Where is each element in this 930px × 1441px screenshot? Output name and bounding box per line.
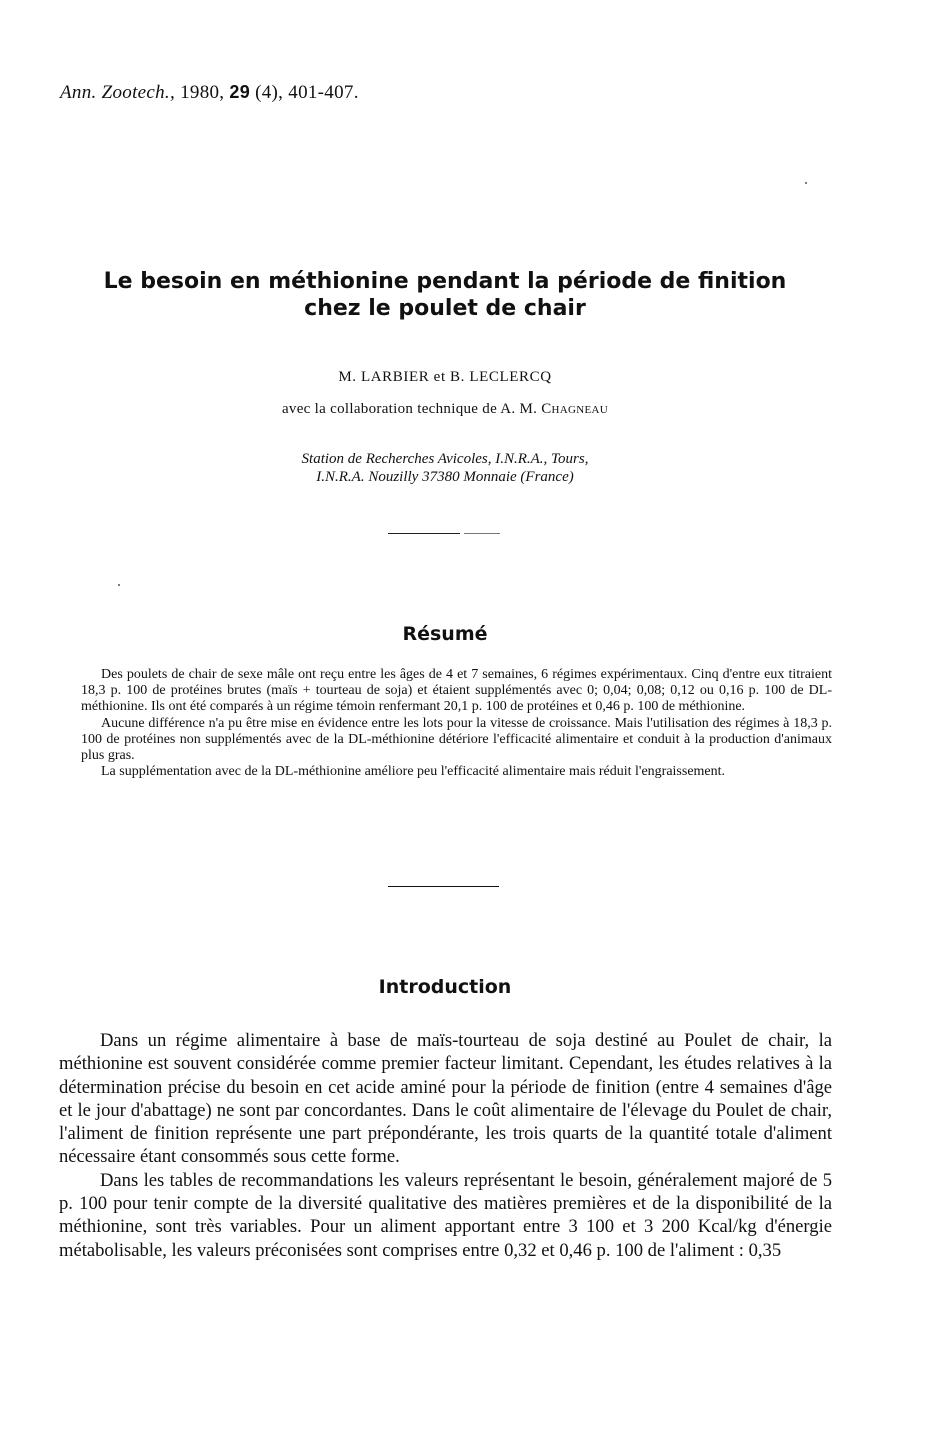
- affiliation: [0, 450, 890, 486]
- divider-rule: [388, 533, 460, 534]
- introduction-paragraph: Dans les tables de recommandations les valeurs représentant le besoin, généralement majoré de 5 p. 100 pour tenir compte de la diversité qualitative des matières premières et de la disponibilité de la méthionine, sont très variables. Pour un aliment apportant entre 3 100 et 3 200 Kcal/kg d'énergie métabolisable, les valeurs préconisées sont comprises entre 0,32 et 0,46 p. 100 de l'aliment : 0,35: [59, 1169, 832, 1261]
- paper-title: [60, 268, 830, 322]
- collaboration-line: [0, 401, 890, 418]
- journal-citation: [60, 82, 359, 104]
- abstract-body: [81, 667, 832, 780]
- scan-speck: [118, 584, 120, 586]
- introduction-body: [59, 1029, 832, 1262]
- collaborator-name: Chagneau: [541, 401, 609, 417]
- introduction-heading: Introduction: [378, 976, 512, 998]
- journal-issue: (4),: [255, 82, 284, 103]
- title-line-1: Le besoin en méthionine pendant la période de finition: [103, 269, 787, 294]
- abstract-paragraph: Aucune différence n'a pu être mise en évidence entre les lots pour la vitesse de croissance. Mais l'utilisation des régimes à 18,3 p. 100 de protéines non supplémentés avec de la DL-méthionine détériore l'efficacité alimentaire et conduit à la production d'animaux plus gras.: [81, 715, 832, 764]
- author-list: M. LARBIER et B. LECLERCQ: [338, 369, 552, 385]
- abstract-heading: Résumé: [402, 623, 488, 645]
- abstract-paragraph: Des poulets de chair de sexe mâle ont reçu entre les âges de 4 et 7 semaines, 6 régimes expérimentaux. Cinq d'entre eux titraient 18,3 p. 100 de protéines brutes (maïs + tourteau de soja) et étaient supplémentés avec 0; 0,04; 0,08; 0,12 ou 0,16 p. 100 de DL-méthionine. Ils ont été comparés à un régime témoin renfermant 20,1 p. 100 de protéines et 0,46 p. 100 de méthionine.: [81, 667, 832, 715]
- journal-pages: 401-407.: [288, 82, 359, 103]
- introduction-paragraph: Dans un régime alimentaire à base de maïs-tourteau de soja destiné au Poulet de chair, la méthionine est souvent considérée comme premier facteur limitant. Cependant, les études relatives à la détermination précise du besoin en cet acide aminé pour la période de finition (entre 4 semaines d'âge et le jour d'abattage) ne sont par concordantes. Dans le coût alimentaire de l'élevage du Poulet de chair, l'aliment de finition représente une part prépondérante, les trois quarts de la quantité totale d'aliment nécessaire étant consommés sous cette forme.: [59, 1030, 832, 1168]
- affiliation-line-1: Station de Recherches Avicoles, I.N.R.A., Tours,: [301, 451, 589, 467]
- journal-volume: 29: [229, 82, 251, 102]
- title-line-2: chez le poulet de chair: [304, 296, 586, 321]
- abstract-paragraph: La supplémentation avec de la DL-méthionine améliore peu l'efficacité alimentaire mais réduit l'engraissement.: [101, 764, 726, 780]
- journal-year: 1980,: [180, 82, 225, 103]
- divider-rule-faint: [464, 533, 500, 534]
- scan-speck: [805, 182, 807, 184]
- journal-name: Ann. Zootech.,: [60, 82, 176, 103]
- section-divider: [388, 886, 499, 887]
- collaboration-prefix: avec la collaboration technique de A. M.: [281, 401, 542, 417]
- affiliation-line-2: I.N.R.A. Nouzilly 37380 Monnaie (France): [316, 469, 574, 485]
